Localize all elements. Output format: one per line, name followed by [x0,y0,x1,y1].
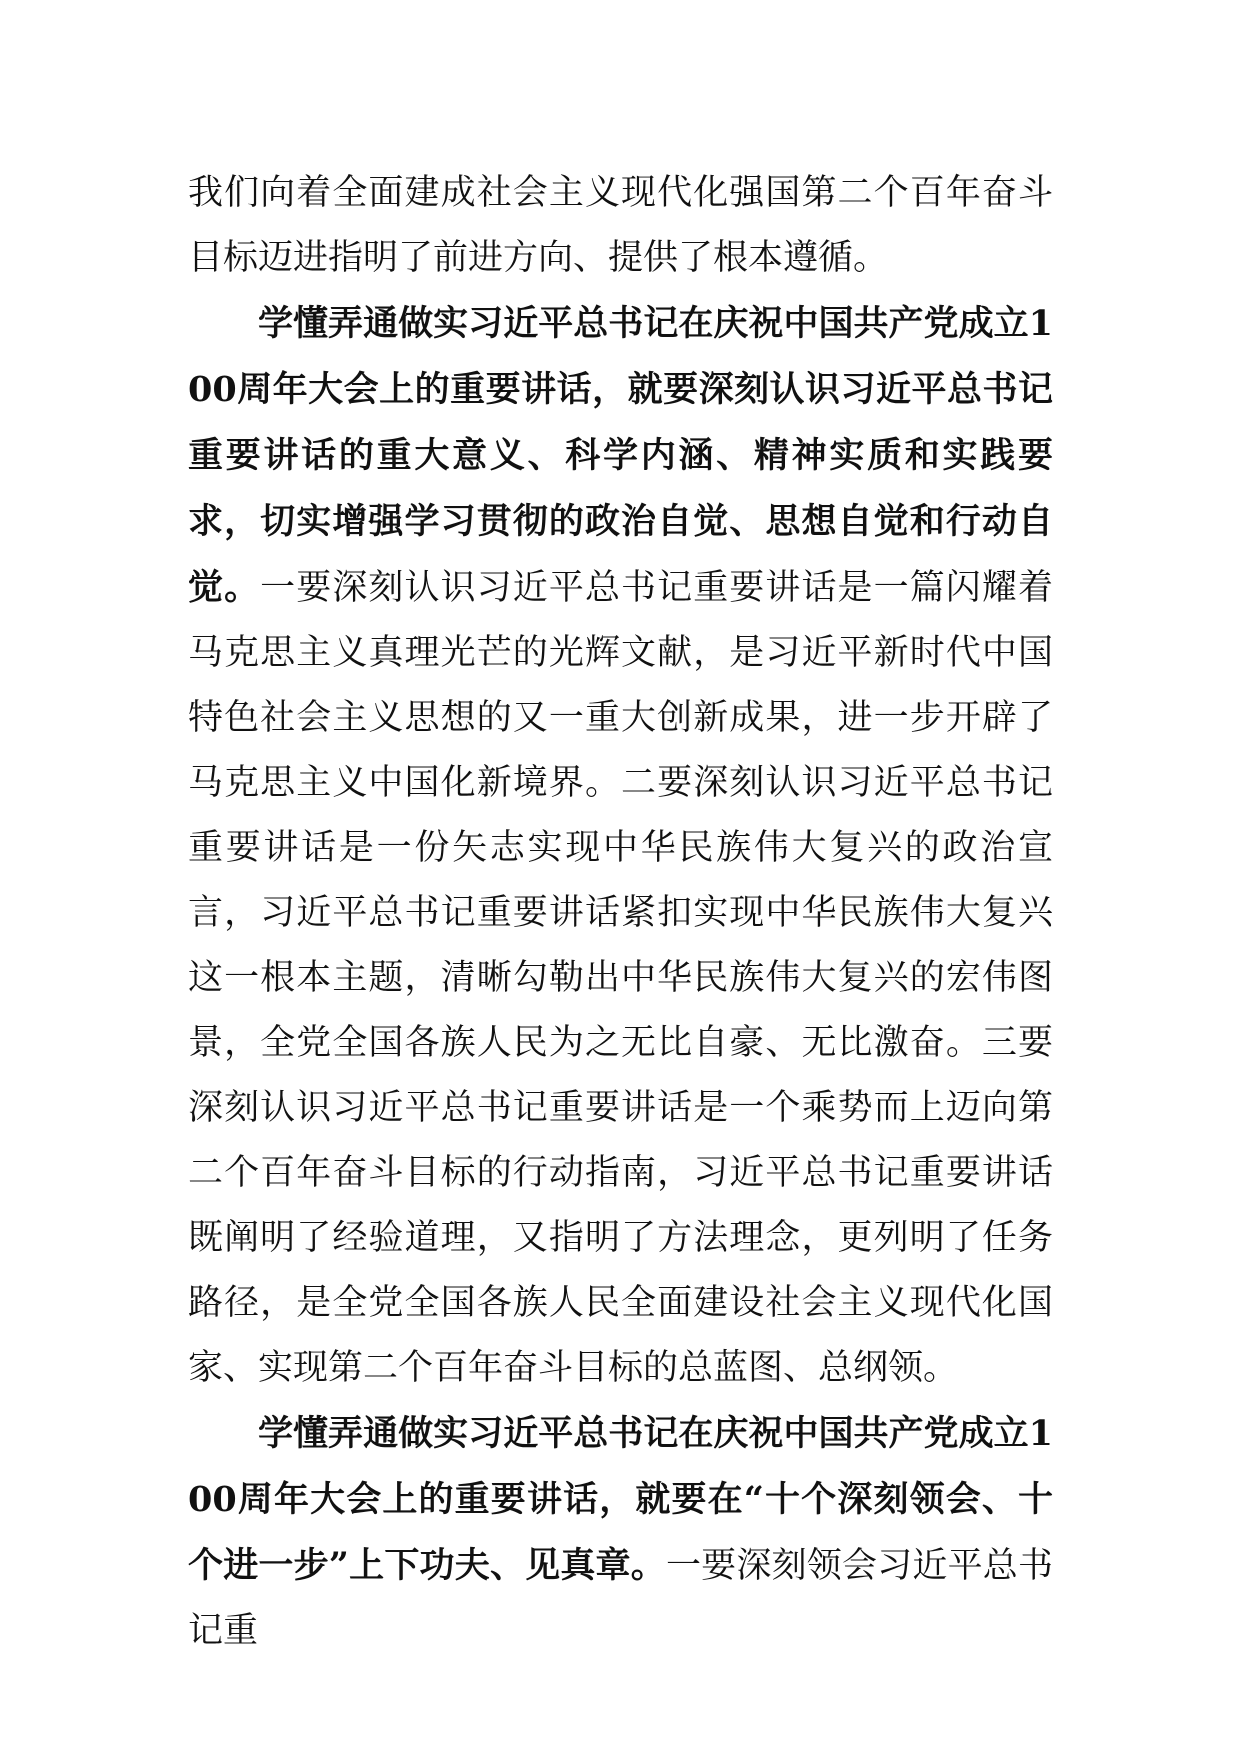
paragraph-bold-lead: 学懂弄通做实习近平总书记在庆祝中国共产党成立100周年大会上的重要讲话，就要深刻认识习近平总书记重要讲话的重大意义、科学内涵、精神实质和实践要求，切实增强学习贯彻的政治自觉、思想自觉和行动自觉。 [188,303,1053,608]
paragraph-ten-points [188,1401,1053,1664]
document-body [188,160,1053,1664]
paragraph-text: 一要深刻认识习近平总书记重要讲话是一篇闪耀着马克思主义真理光芒的光辉文献，是习近平新时代中国特色社会主义思想的又一重大创新成果，进一步开辟了马克思主义中国化新境界。二要深刻认识习近平总书记重要讲话是一份矢志实现中华民族伟大复兴的政治宣言，习近平总书记重要讲话紧扣实现中华民族伟大复兴这一根本主题，清晰勾勒出中华民族伟大复兴的宏伟图景，全党全国各族人民为之无比自豪、无比激奋。三要深刻认识习近平总书记重要讲话是一个乘势而上迈向第二个百年奋斗目标的行动指南，习近平总书记重要讲话既阐明了经验道理，又指明了方法理念，更列明了任务路径，是全党全国各族人民全面建设社会主义现代化国家、实现第二个百年奋斗目标的总蓝图、总纲领。 [188,568,1053,1388]
paragraph-continuation [188,160,1053,291]
paragraph-text: 一要深刻领会习近平总书记重 [188,1546,1053,1651]
paragraph-bold-lead: 学懂弄通做实习近平总书记在庆祝中国共产党成立100周年大会上的重要讲话，就要在“十个深刻领会、十个进一步”上下功夫、见真章。 [188,1413,1053,1586]
paragraph-significance [188,291,1053,1401]
paragraph-text: 我们向着全面建成社会主义现代化强国第二个百年奋斗目标迈进指明了前进方向、提供了根本遵循。 [188,173,1053,278]
